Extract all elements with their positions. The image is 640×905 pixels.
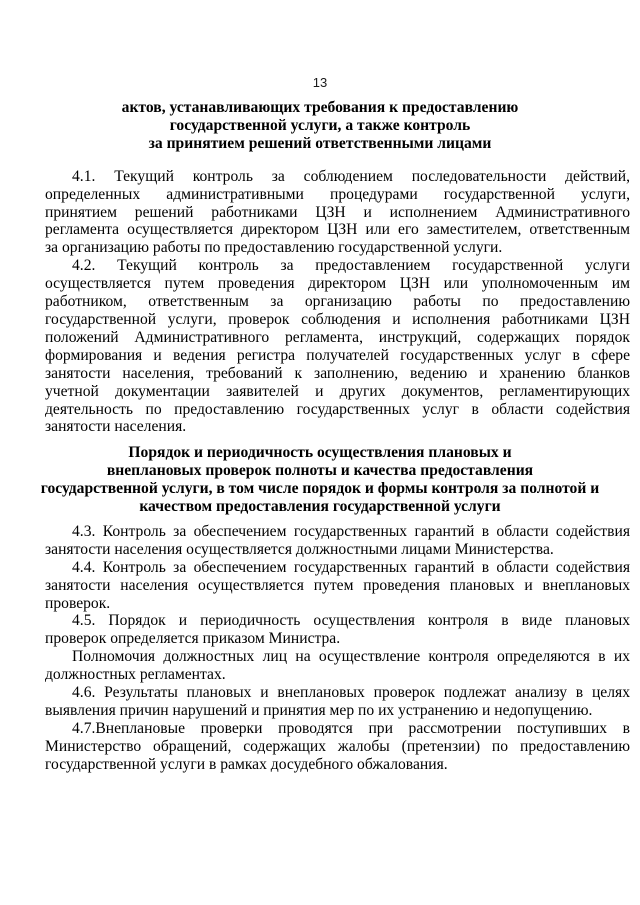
text-line: принятием решений работниками ЦЗН и исполнением Административного bbox=[45, 203, 630, 221]
text-line: государственной услуги, а также контроль bbox=[169, 116, 471, 134]
text-line: 4.3. Контроль за обеспечением государственных гарантий в области содействия bbox=[72, 522, 630, 540]
text-line: определенных административными процедурами государственной услуги, bbox=[45, 185, 630, 203]
text-line: внеплановых проверок полноты и качества предоставления bbox=[106, 462, 534, 480]
paragraph-4-1 bbox=[45, 168, 630, 258]
text-line: Полномочия должностных лиц на осуществление контроля определяются в их bbox=[72, 648, 630, 666]
heading-order-periodicity bbox=[10, 444, 630, 516]
paragraph-4-5 bbox=[45, 612, 630, 648]
text-line: 4.7.Внеплановые проверки проводятся при рассмотрении поступивших в bbox=[72, 719, 630, 737]
text-line: положений Административного регламента, инструкций, содержащих порядок bbox=[45, 328, 630, 346]
text-line: за принятием решений ответственными лицами bbox=[148, 134, 492, 152]
text-line: Порядок и периодичность осуществления плановых и bbox=[128, 444, 512, 462]
text-line: выявления причин нарушений и принятия мер по их устранению и недопущению. bbox=[45, 702, 593, 719]
heading-acts-control bbox=[10, 99, 630, 153]
paragraph-4-7 bbox=[45, 720, 630, 774]
text-line: работником, ответственным за организацию работы по предоставлению bbox=[45, 293, 630, 311]
text-line: 4.4. Контроль за обеспечением государственных гарантий в области содействия bbox=[72, 558, 630, 576]
text-line: занятости населения, требований к заполнению, ведению и хранению бланков bbox=[45, 364, 630, 382]
text-line: 4.6. Результаты плановых и внеплановых проверок подлежат анализу в целях bbox=[72, 684, 630, 702]
paragraph-4-4 bbox=[45, 559, 630, 613]
text-line: государственной услуги, в том числе порядок и формы контроля за полнотой и bbox=[40, 480, 600, 498]
text-line: 4.5. Порядок и периодичность осуществления контроля в виде плановых bbox=[72, 612, 630, 630]
text-line: актов, устанавливающих требования к предоставлению bbox=[121, 99, 519, 116]
text-line: качеством предоставления государственной услуги bbox=[139, 498, 501, 516]
text-line: формирования и ведения регистра получателей государственных услуг в сфере bbox=[45, 346, 630, 364]
text-line: Министерство обращений, содержащих жалобы (претензии) по предоставлению bbox=[45, 737, 630, 755]
text-line: должностных регламентах. bbox=[45, 666, 226, 684]
text-line: занятости населения осуществляется путем проведения плановых и внеплановых bbox=[45, 576, 630, 594]
text-line: проверок. bbox=[45, 594, 111, 612]
text-line: осуществляется путем проведения директором ЦЗН или уполномоченным им bbox=[45, 275, 630, 293]
text-line: деятельность по предоставлению государственных услуг в области содействия bbox=[45, 400, 630, 418]
paragraph-4-6 bbox=[45, 684, 630, 720]
text-line: государственной услуги, проверок соблюдения и исполнения работниками ЦЗН bbox=[45, 310, 630, 328]
paragraph-4-2 bbox=[45, 257, 630, 436]
page-number: 13 bbox=[312, 75, 328, 90]
text-line: учетной документации заявителей и других документов, регламентирующих bbox=[45, 382, 630, 400]
text-line: 4.1. Текущий контроль за соблюдением последовательности действий, bbox=[72, 167, 630, 185]
text-line: проверок определяется приказом Министра. bbox=[45, 630, 341, 648]
text-line: занятости населения. bbox=[45, 418, 187, 436]
text-line: государственной услуги в рамках досудебного обжалования. bbox=[45, 755, 448, 773]
text-line: 4.2. Текущий контроль за предоставлением государственной услуги bbox=[72, 257, 630, 275]
text-line: занятости населения осуществляется должностными лицами Министерства. bbox=[45, 540, 554, 558]
paragraph-4-3 bbox=[45, 523, 630, 559]
document-content bbox=[40, 99, 630, 774]
text-line: за организацию работы по предоставлению государственной услуги. bbox=[45, 239, 503, 257]
paragraph-authority bbox=[45, 648, 630, 684]
text-line: регламента осуществляется директором ЦЗН или его заместителем, ответственным bbox=[45, 221, 630, 239]
